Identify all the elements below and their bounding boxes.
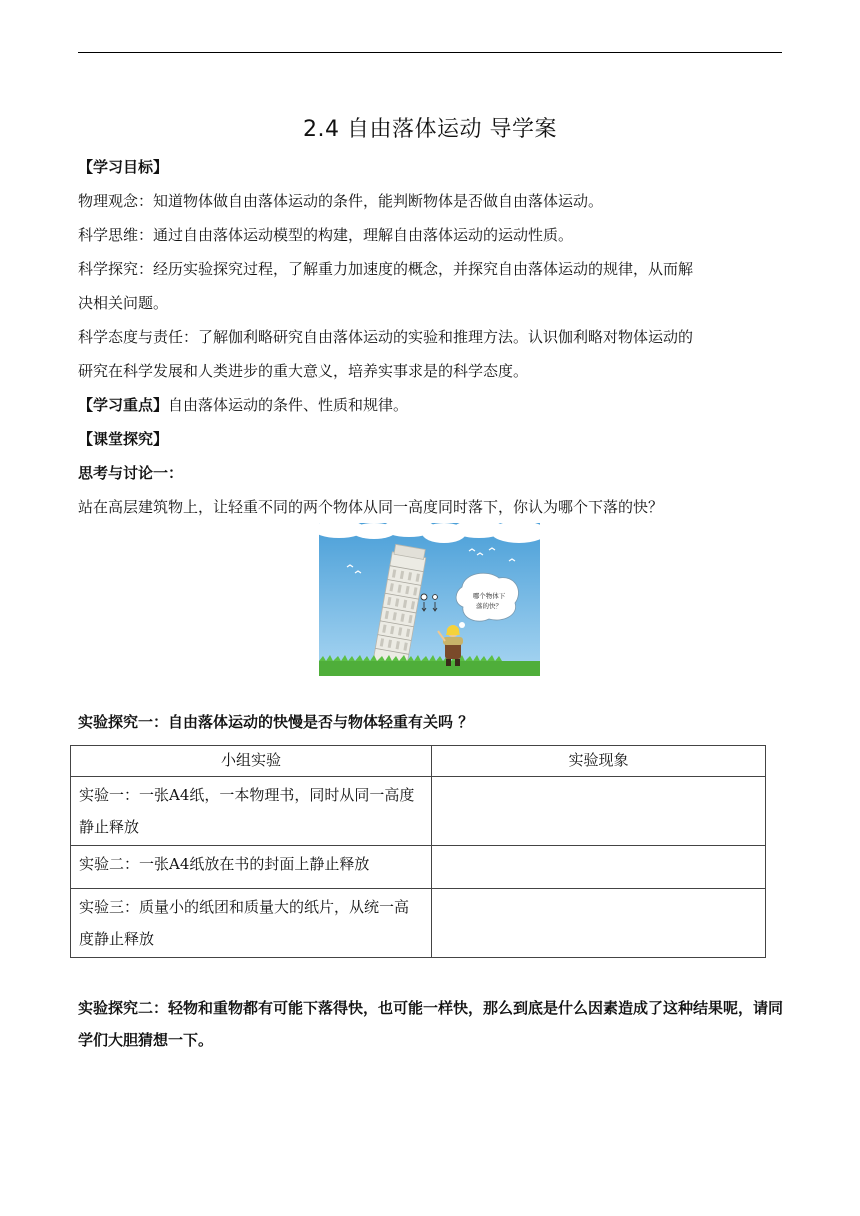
- goal-line: 研究在科学发展和人类进步的重大意义，培养实事求是的科学态度。: [78, 362, 529, 380]
- table-cell-experiment: 实验一：一张A4纸，一本物理书，同时从同一高度静止释放: [71, 777, 432, 846]
- table-cell-experiment: 实验三：质量小的纸团和质量大的纸片，从统一高度静止释放: [71, 889, 432, 958]
- goals-heading: 【学习目标】: [78, 158, 169, 176]
- focus-text: 自由落体运动的条件、性质和规律。: [168, 396, 409, 414]
- illustration-svg: [319, 523, 540, 676]
- table-row: [71, 846, 766, 889]
- goal-line: 科学态度与责任：了解伽利略研究自由落体运动的实验和推理方法。认识伽利略对物体运动的: [78, 328, 694, 346]
- focus-heading: 【学习重点】: [78, 396, 169, 414]
- goal-line: 物理观念：知道物体做自由落体运动的条件，能判断物体是否做自由落体运动。: [78, 192, 604, 210]
- goal-line: 决相关问题。: [78, 294, 169, 312]
- goal-line: 科学思维：通过自由落体运动模型的构建，理解自由落体运动的运动性质。: [78, 226, 574, 244]
- experiment2-text: 实验探究二：轻物和重物都有可能下落得快，也可能一样快，那么到底是什么因素造成了这种结果呢，请同学们大胆猜想一下。: [78, 999, 784, 1049]
- table-header: 实验现象: [432, 746, 766, 777]
- leaning-tower-illustration: [319, 523, 540, 676]
- table-row: [71, 777, 766, 846]
- bubble-text-line2: 落的快？: [476, 602, 502, 610]
- body-text: [78, 150, 784, 524]
- header-rule: [78, 52, 782, 53]
- discussion-text: 站在高层建筑物上，让轻重不同的两个物体从同一高度同时落下，你认为哪个下落的快？: [78, 498, 664, 516]
- table-header: 小组实验: [71, 746, 432, 777]
- experiment1-heading: 实验探究一：自由落体运动的快慢是否与物体轻重有关吗 ？: [78, 713, 474, 731]
- discussion-heading: 思考与讨论一：: [78, 464, 184, 482]
- page-title: 2.4 自由落体运动 导学案: [303, 117, 557, 142]
- grass: [319, 661, 540, 676]
- bubble-text-line1: 哪个物体下: [472, 592, 506, 600]
- table-cell-observation[interactable]: [432, 889, 766, 958]
- experiment-table: [70, 745, 766, 958]
- explore-heading: 【课堂探究】: [78, 430, 169, 448]
- table-header-row: [71, 746, 766, 777]
- table-row: [71, 889, 766, 958]
- focus-line: [78, 388, 784, 422]
- table-cell-experiment: 实验二：一张A4纸放在书的封面上静止释放: [71, 846, 432, 889]
- table-cell-observation[interactable]: [432, 846, 766, 889]
- table-cell-observation[interactable]: [432, 777, 766, 846]
- goal-line: 科学探究：经历实验探究过程，了解重力加速度的概念，并探究自由落体运动的规律，从而解: [78, 260, 694, 278]
